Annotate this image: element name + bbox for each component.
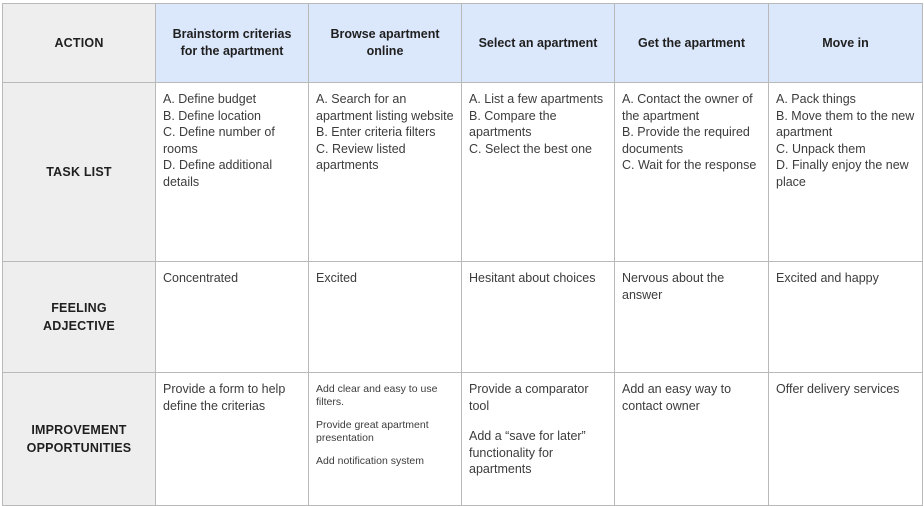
task-cell-brainstorm [156,83,309,262]
improvement-text: Provide great apartment presentation [316,419,429,444]
feeling-text: Excited [316,271,357,285]
row-header-feeling [3,262,156,373]
column-header-move-in: Move in [769,4,923,83]
feeling-text: Excited and happy [776,271,879,285]
improvement-cell-get [615,373,769,506]
row-header-task-list: TASK LIST [3,83,156,262]
feeling-cell-brainstorm [156,262,309,373]
improvement-text: Add an easy way to contact owner [622,382,732,413]
improvement-cell-move-in [769,373,923,506]
improvement-text: Add a “save for later” functionality for apartments [469,429,586,476]
task-text: A. Pack things B. Move them to the new apartment C. Unpack them D. Finally enjoy the new place [776,92,915,189]
improvement-text: Add clear and easy to use filters. [316,383,438,408]
row-header-feeling-label: FEELING ADJECTIVE [43,301,115,333]
column-header-get: Get the apartment [615,4,769,83]
task-text: A. Contact the owner of the apartment B. Provide the required documents C. Wait for the response [622,92,757,172]
task-list-row [3,83,923,262]
row-header-action: ACTION [3,4,156,83]
task-text: A. Define budget B. Define location C. Define number of rooms D. Define additional details [163,92,275,189]
column-header-select: Select an apartment [462,4,615,83]
feeling-cell-select [462,262,615,373]
journey-map-table [2,3,923,506]
row-header-improvement [3,373,156,506]
task-cell-select [462,83,615,262]
feeling-cell-browse [309,262,462,373]
improvement-cell-select [462,373,615,506]
feeling-row [3,262,923,373]
feeling-text: Concentrated [163,271,239,285]
task-cell-get [615,83,769,262]
improvement-text: Provide a form to help define the criterias [163,382,286,413]
task-text: A. List a few apartments B. Compare the apartments C. Select the best one [469,92,604,156]
task-cell-browse [309,83,462,262]
task-text: A. Search for an apartment listing website B. Enter criteria filters C. Review listed apartments [316,92,454,172]
improvement-cell-browse [309,373,462,506]
improvement-text: Offer delivery services [776,382,900,396]
row-header-improvement-label: IMPROVEMENT OPPORTUNITIES [26,423,132,455]
improvement-row [3,373,923,506]
action-row [3,4,923,83]
improvement-text: Provide a comparator tool [469,382,589,413]
improvement-cell-brainstorm [156,373,309,506]
feeling-cell-get [615,262,769,373]
column-header-browse: Browse apartment online [309,4,462,83]
journey-map [2,3,923,506]
task-cell-move-in [769,83,923,262]
column-header-brainstorm: Brainstorm criterias for the apartment [156,4,309,83]
feeling-text: Hesitant about choices [469,271,596,285]
feeling-text: Nervous about the answer [622,271,725,302]
feeling-cell-move-in [769,262,923,373]
improvement-text: Add notification system [316,455,424,467]
